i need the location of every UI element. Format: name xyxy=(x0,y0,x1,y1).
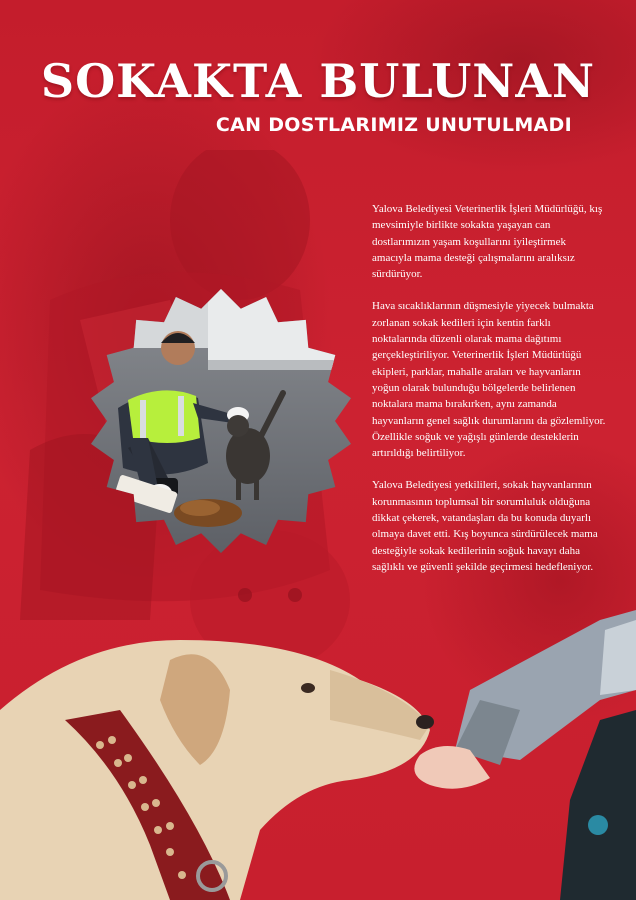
paragraph-intro: Yalova Belediyesi Veterinerlik İşleri Müdürlüğü, kış mevsimiyle birlikte sokakta yaşayan can dostlarımızın yaşam koşullarını iyileştirmek amacıyla mama desteği çalışmalarını aralıksız sürdürüyor. xyxy=(372,203,603,281)
worker-feeding-cat-illustration xyxy=(88,288,354,554)
dog-photo xyxy=(0,600,636,900)
starburst-photo xyxy=(88,288,354,554)
subheadline: CAN DOSTLARIMIZ UNUTULMADI xyxy=(215,114,572,136)
dog-eating-from-hand-illustration xyxy=(0,600,636,900)
paragraph-appeal: Yalova Belediyesi yetkilileri, sokak hayvanlarının korunmasının toplumsal bir sorumluluk olduğuna dikkat çekerek, vatandaşları da bu konuda duyarlı olmaya davet etti. Kış boyunca sürdürülecek mama desteğiyle sokak kedilerinin soğuk havayı daha sağlıklı ve güvenli şekilde geçirmesi hedefleniyor. xyxy=(372,479,598,573)
article-body xyxy=(372,201,608,591)
headline: SOKAKTA BULUNAN xyxy=(40,54,596,108)
paragraph-details: Hava sıcaklıklarının düşmesiyle yiyecek bulmakta zorlanan sokak kedileri için kentin farklı noktalarında düzenli olarak mama dağıtımı gerçekleştiriliyor. Veterinerlik İşleri Müdürlüğü ekipleri, parklar, mahalle araları ve hayvanların yoğun olarak bulunduğu bölgelerde belirlenen noktalara mama bırakırken, aynı zamanda hayvanların genel sağlık durumlarını da gözlemliyor. Özellikle soğuk ve yağışlı günlerde desteklerin artırıldığı belirtiliyor. xyxy=(372,300,606,460)
